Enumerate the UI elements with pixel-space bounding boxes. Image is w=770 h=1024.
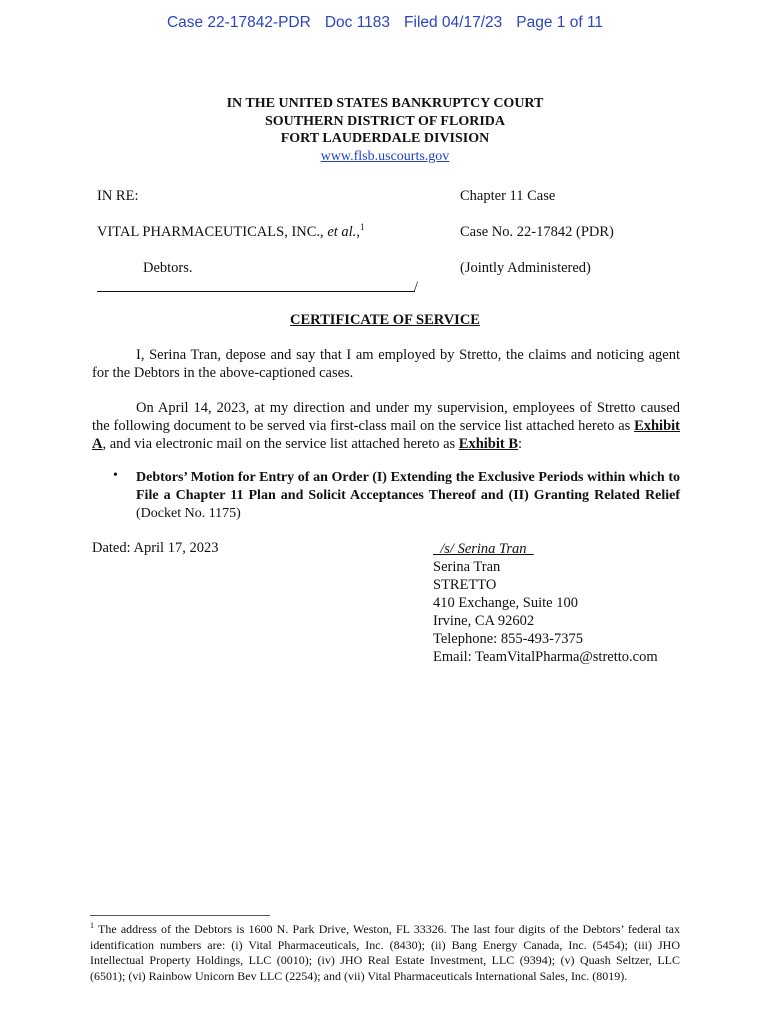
et-al-suffix: ,	[356, 224, 360, 240]
signature: /s/ Serina Tran	[433, 541, 534, 557]
signer-address-2: Irvine, CA 92602	[433, 613, 535, 629]
para2-text-c: :	[518, 436, 523, 452]
signer-telephone: Telephone: 855-493-7375	[433, 631, 583, 647]
caption-slash: /	[414, 279, 419, 295]
chapter-label: Chapter 11 Case	[460, 188, 556, 204]
para2-text-b: , and via electronic mail on the service list attached hereto as	[102, 436, 459, 452]
footnote-marker: 1	[359, 222, 365, 233]
exhibit-a-ref: Exhibit A	[92, 418, 680, 452]
debtors-label: Debtors.	[143, 260, 193, 276]
footnote	[90, 922, 680, 984]
court-line-1: IN THE UNITED STATES BANKRUPTCY COURT	[226, 96, 544, 111]
case-number: Case No. 22-17842 (PDR)	[460, 224, 614, 240]
footnote-divider	[90, 915, 270, 916]
court-line-3: FORT LAUDERDALE DIVISION	[280, 131, 490, 146]
signer-company: STRETTO	[433, 577, 497, 593]
stamp-doc: Doc 1183	[324, 14, 391, 31]
paragraph-1: I, Serina Tran, depose and say that I am employed by Stretto, the claims and noticing agent for the Debtors in the above-captioned cases.	[92, 347, 680, 381]
caption-divider	[97, 291, 415, 292]
docket-reference: (Docket No. 1175)	[136, 506, 241, 521]
signer-address-1: 410 Exchange, Suite 100	[433, 595, 578, 611]
footnote-text: The address of the Debtors is 1600 N. Park Drive, Weston, FL 33326. The last four digits of the Debtors’ federal tax identification numbers are: (i) Vital Pharmaceuticals, Inc. (8430); (ii) Bang Energy Canada, Inc. (5454); (iii) JHO Intellectual Property Holdings, LLC (0010); (iv) JHO Real Estate Investment, LLC (9394); (v) Quash Seltzer, LLC (6501); (vi) Rainbow Unicorn Bev LLC (2254); and (vii) Vital Pharmaceuticals International Sales, Inc. (8019).	[90, 922, 680, 983]
debtor-name-text: VITAL PHARMACEUTICALS, INC.,	[97, 224, 328, 240]
et-al: et al.	[327, 224, 357, 240]
debtor-name	[97, 224, 364, 241]
signature-block	[433, 540, 658, 666]
signer-name: Serina Tran	[433, 559, 501, 575]
filing-stamp	[0, 14, 770, 32]
document-title-text: CERTIFICATE OF SERVICE	[290, 312, 480, 328]
served-document-item	[136, 469, 680, 523]
court-heading	[0, 95, 770, 165]
signer-email: Email: TeamVitalPharma@stretto.com	[433, 649, 658, 665]
stamp-case: Case 22-17842-PDR	[166, 14, 311, 31]
served-document-title: Debtors’ Motion for Entry of an Order (I) Extending the Exclusive Periods within which to File a Chapter 11 Plan and Solicit Acceptances Thereof and (II) Granting Related Relief	[136, 470, 680, 503]
document-title	[0, 312, 770, 329]
footnote-number: 1	[90, 921, 94, 930]
paragraph-2	[92, 399, 680, 453]
bullet-icon: •	[113, 468, 118, 483]
court-url-link[interactable]: www.flsb.uscourts.gov	[320, 148, 450, 164]
dated-line: Dated: April 17, 2023	[92, 540, 219, 556]
in-re-label: IN RE:	[97, 188, 139, 204]
stamp-page: Page 1 of 11	[516, 14, 604, 31]
court-line-2: SOUTHERN DISTRICT OF FLORIDA	[265, 113, 505, 129]
para2-text-a: On April 14, 2023, at my direction and under my supervision, employees of Stretto caused the following document to be served via first-class mail on the service list attached hereto as	[92, 400, 680, 434]
stamp-filed: Filed 04/17/23	[404, 14, 503, 31]
exhibit-b-ref: Exhibit B	[458, 436, 519, 452]
jointly-administered: (Jointly Administered)	[460, 260, 591, 276]
